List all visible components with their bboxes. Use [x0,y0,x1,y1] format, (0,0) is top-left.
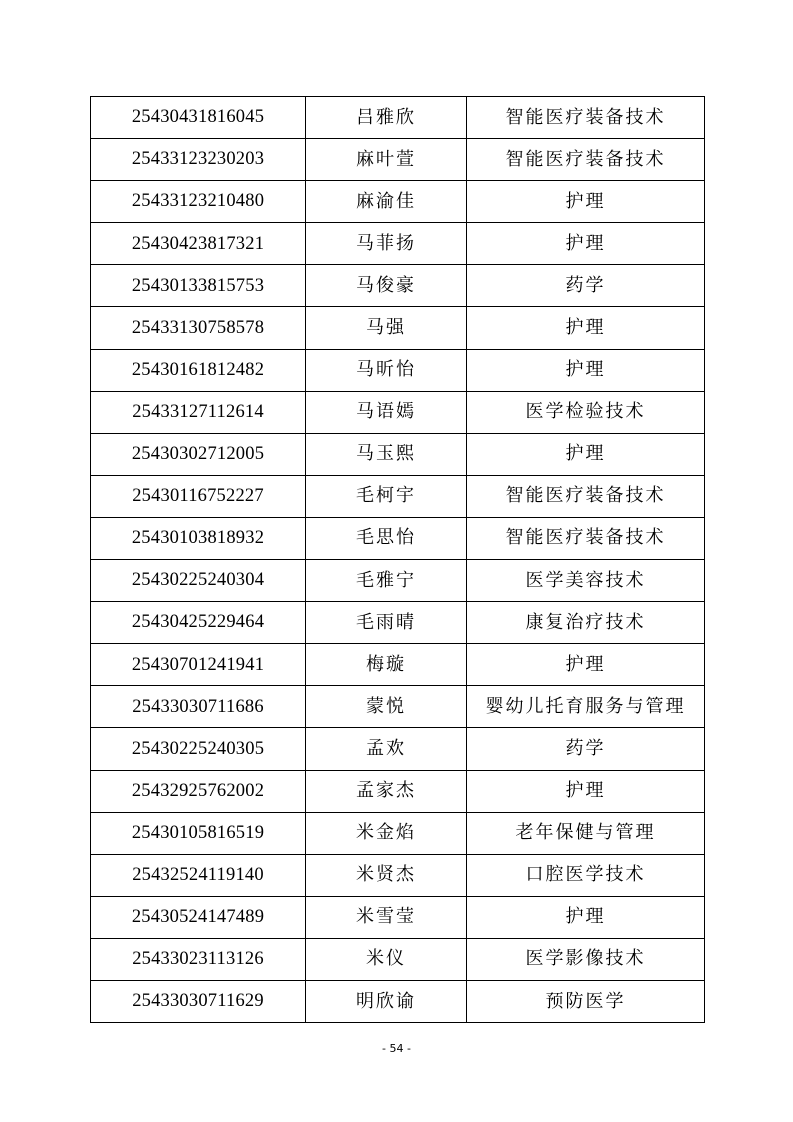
table-row [91,97,705,139]
exam-number-cell: 25433123230203 [91,139,306,181]
table-row [91,391,705,433]
student-name-cell: 毛思怡 [306,517,467,559]
exam-number-cell: 25430524147489 [91,896,306,938]
major-cell: 智能医疗装备技术 [467,139,705,181]
student-name-cell: 孟家杰 [306,770,467,812]
table-row [91,139,705,181]
roster-table-body [91,97,705,1023]
major-cell: 护理 [467,307,705,349]
exam-number-cell: 25430701241941 [91,644,306,686]
exam-number-cell: 25433127112614 [91,391,306,433]
student-name-cell: 毛柯宇 [306,475,467,517]
major-cell: 护理 [467,770,705,812]
table-row [91,980,705,1022]
student-name-cell: 孟欢 [306,728,467,770]
major-cell: 护理 [467,349,705,391]
page-number: - 54 - [382,1042,411,1055]
major-cell: 智能医疗装备技术 [467,475,705,517]
major-cell: 医学检验技术 [467,391,705,433]
major-cell: 老年保健与管理 [467,812,705,854]
exam-number-cell: 25430225240304 [91,560,306,602]
student-name-cell: 马昕怡 [306,349,467,391]
table-row [91,349,705,391]
exam-number-cell: 25433030711686 [91,686,306,728]
major-cell: 药学 [467,265,705,307]
major-cell: 智能医疗装备技术 [467,97,705,139]
table-row [91,896,705,938]
table-row [91,770,705,812]
table-row [91,728,705,770]
major-cell: 口腔医学技术 [467,854,705,896]
table-row [91,602,705,644]
exam-number-cell: 25430423817321 [91,223,306,265]
student-roster-table [90,96,705,1023]
student-name-cell: 麻叶萱 [306,139,467,181]
student-name-cell: 马菲扬 [306,223,467,265]
major-cell: 医学影像技术 [467,938,705,980]
student-name-cell: 毛雅宁 [306,560,467,602]
exam-number-cell: 25432925762002 [91,770,306,812]
table-row [91,433,705,475]
exam-number-cell: 25430302712005 [91,433,306,475]
exam-number-cell: 25433130758578 [91,307,306,349]
table-row [91,938,705,980]
table-row [91,265,705,307]
exam-number-cell: 25430103818932 [91,517,306,559]
major-cell: 智能医疗装备技术 [467,517,705,559]
table-row [91,223,705,265]
student-name-cell: 梅璇 [306,644,467,686]
student-name-cell: 麻渝佳 [306,181,467,223]
major-cell: 护理 [467,223,705,265]
table-row [91,812,705,854]
table-row [91,307,705,349]
table-row [91,644,705,686]
student-name-cell: 毛雨晴 [306,602,467,644]
exam-number-cell: 25430225240305 [91,728,306,770]
major-cell: 护理 [467,896,705,938]
exam-number-cell: 25430133815753 [91,265,306,307]
exam-number-cell: 25432524119140 [91,854,306,896]
major-cell: 护理 [467,433,705,475]
major-cell: 药学 [467,728,705,770]
exam-number-cell: 25430425229464 [91,602,306,644]
table-row [91,475,705,517]
student-name-cell: 蒙悦 [306,686,467,728]
exam-number-cell: 25433123210480 [91,181,306,223]
exam-number-cell: 25430116752227 [91,475,306,517]
student-name-cell: 米贤杰 [306,854,467,896]
major-cell: 婴幼儿托育服务与管理 [467,686,705,728]
student-name-cell: 马语嫣 [306,391,467,433]
major-cell: 预防医学 [467,980,705,1022]
exam-number-cell: 25433030711629 [91,980,306,1022]
major-cell: 护理 [467,644,705,686]
exam-number-cell: 25433023113126 [91,938,306,980]
table-row [91,517,705,559]
major-cell: 康复治疗技术 [467,602,705,644]
student-name-cell: 明欣谕 [306,980,467,1022]
table-row [91,686,705,728]
table-row [91,560,705,602]
student-name-cell: 米金焰 [306,812,467,854]
major-cell: 医学美容技术 [467,560,705,602]
table-row [91,854,705,896]
student-name-cell: 马强 [306,307,467,349]
student-name-cell: 马俊豪 [306,265,467,307]
student-name-cell: 吕雅欣 [306,97,467,139]
exam-number-cell: 25430105816519 [91,812,306,854]
student-name-cell: 米雪莹 [306,896,467,938]
exam-number-cell: 25430161812482 [91,349,306,391]
major-cell: 护理 [467,181,705,223]
student-name-cell: 米仪 [306,938,467,980]
exam-number-cell: 25430431816045 [91,97,306,139]
student-name-cell: 马玉熙 [306,433,467,475]
table-row [91,181,705,223]
